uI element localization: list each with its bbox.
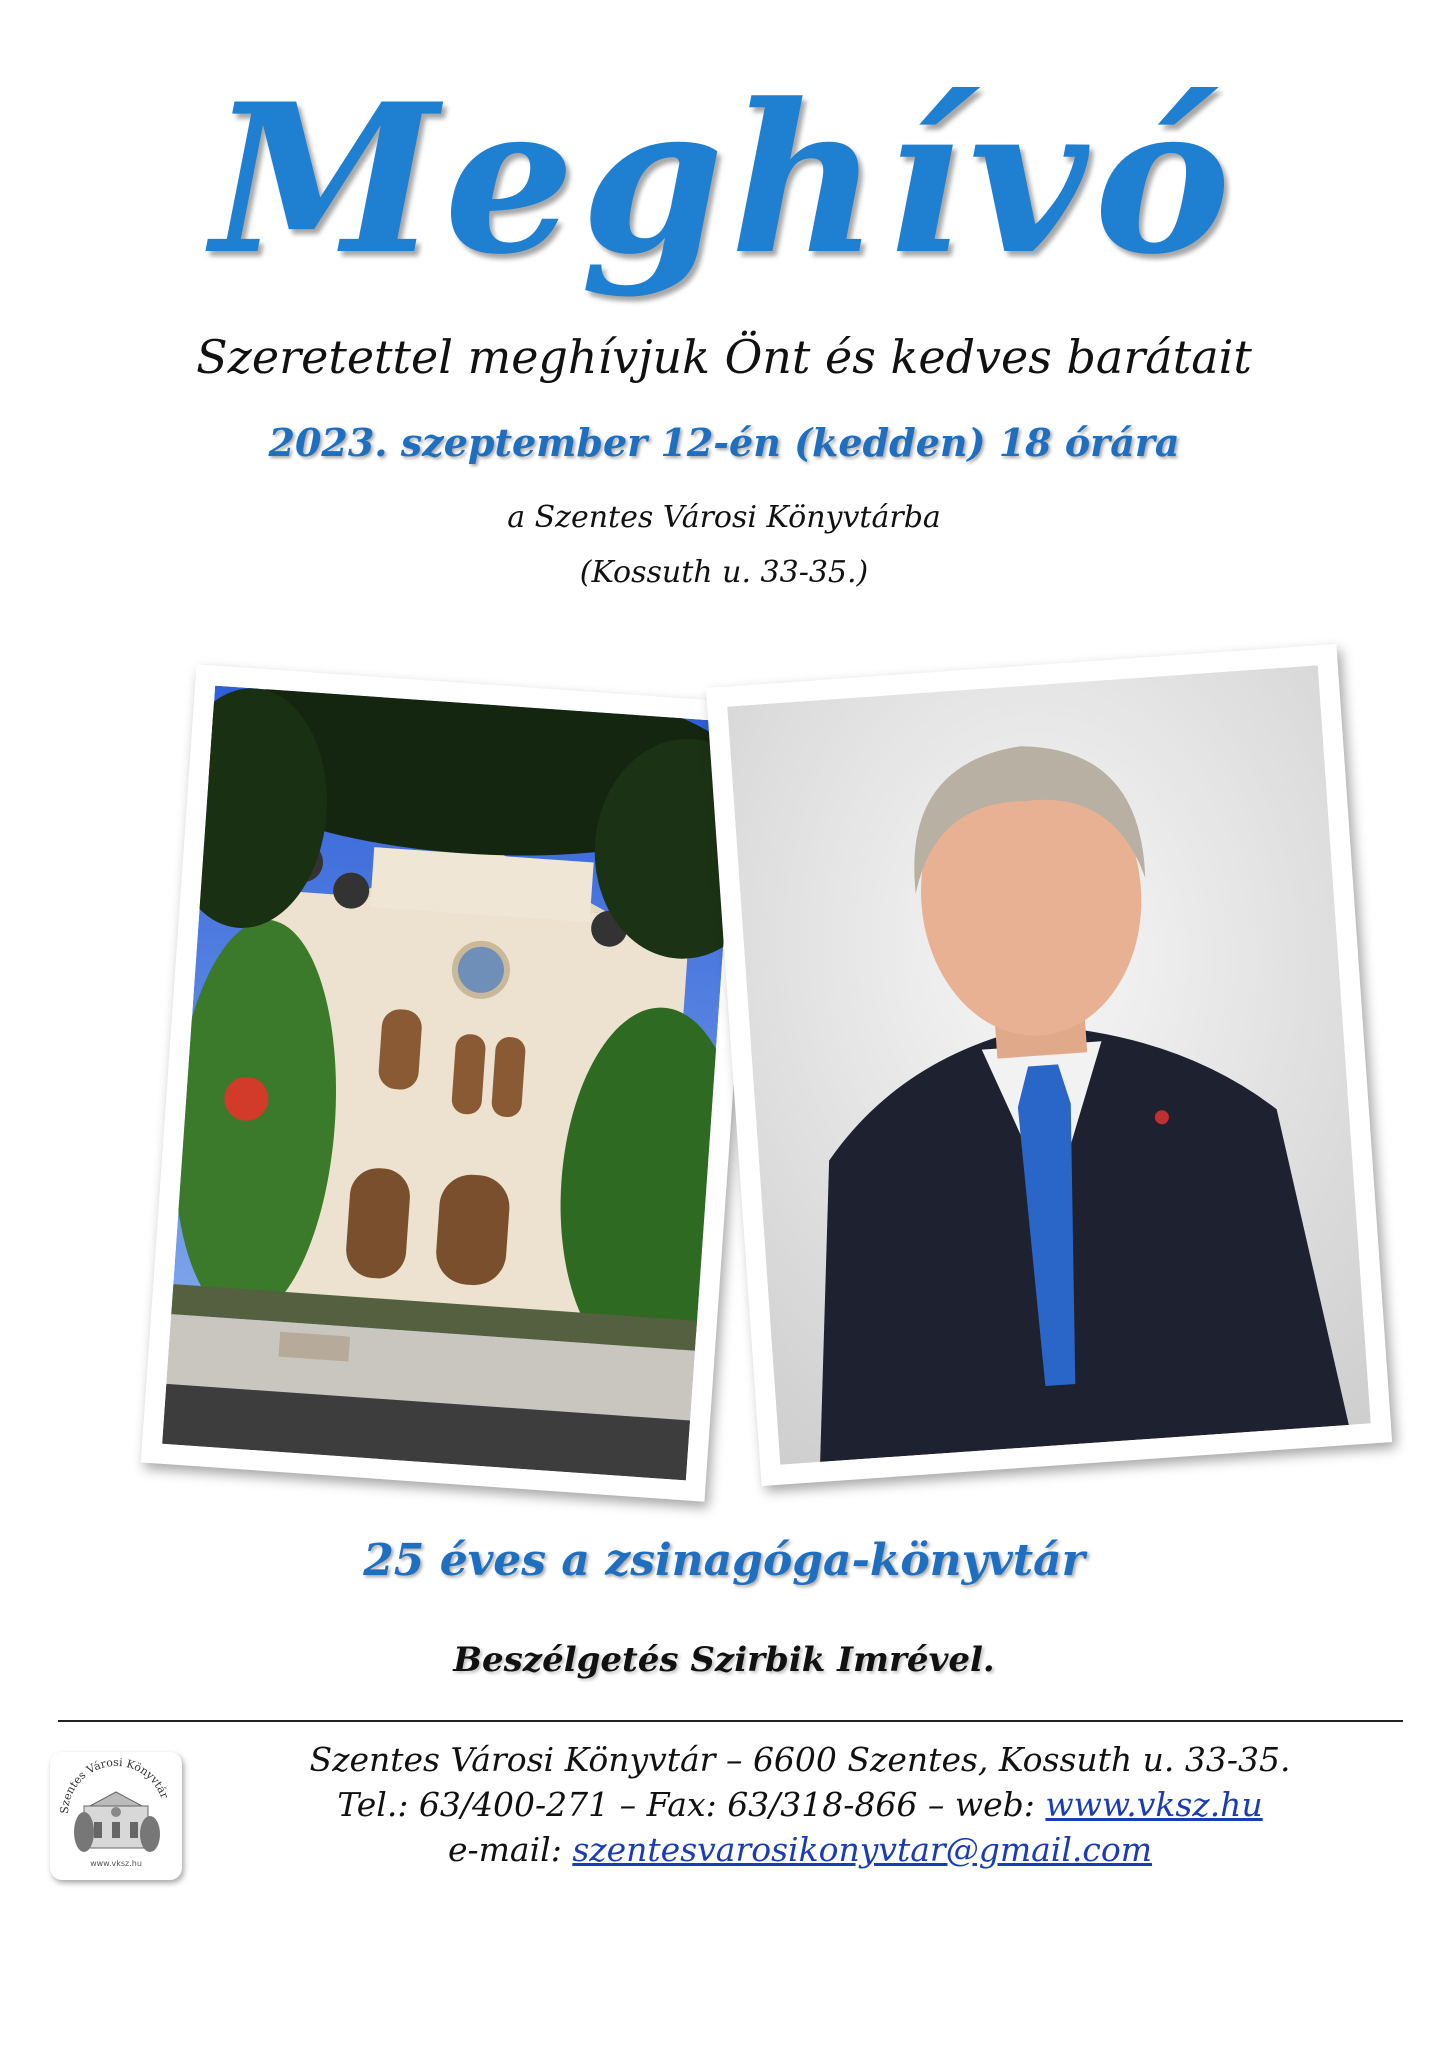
building-photo: [141, 664, 760, 1501]
footer-address: Szentes Városi Könyvtár – 6600 Szentes, Kossuth u. 33-35.: [309, 1740, 1291, 1779]
footer-phone-fax: Tel.: 63/400-271 – Fax: 63/318-866 – web:: [337, 1785, 1046, 1824]
logo-url: www.vksz.hu: [90, 1859, 142, 1868]
footer-email: [200, 1830, 1400, 1869]
venue-line: a Szentes Városi Könyvtárba: [507, 500, 941, 535]
website-link[interactable]: www.vksz.hu: [1045, 1785, 1263, 1824]
email-label: e-mail:: [447, 1830, 573, 1869]
portrait-photo: [706, 644, 1392, 1486]
footer-contact: [200, 1785, 1400, 1824]
library-logo: [50, 1752, 182, 1880]
anniversary-line: 25 éves a zsinagóga-könyvtár: [363, 1535, 1085, 1586]
footer-divider: [58, 1720, 1403, 1722]
date-line: 2023. szeptember 12-én (kedden) 18 órára: [268, 420, 1180, 465]
invitation-line: Szeretettel meghívjuk Önt és kedves barátait: [196, 330, 1252, 384]
page-title: Meghívó: [211, 60, 1237, 300]
address-line: (Kossuth u. 33-35.): [579, 555, 869, 590]
talk-line: Beszélgetés Szirbik Imrével.: [453, 1640, 995, 1680]
logo-text: Szentes Városi Könyvtár: [57, 1755, 172, 1815]
email-link[interactable]: szentesvarosikonyvtar@gmail.com: [572, 1830, 1153, 1869]
